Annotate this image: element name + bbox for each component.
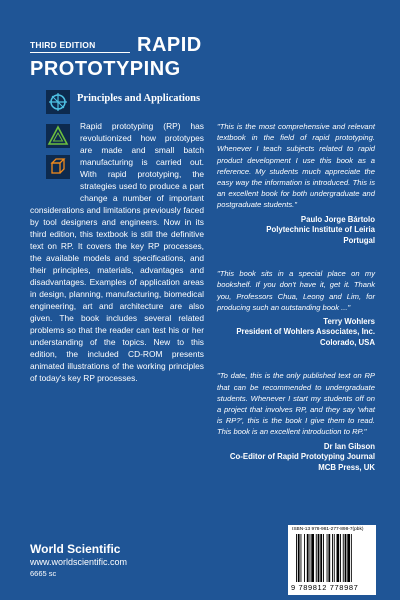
testimonial-location: MCB Press, UK (318, 462, 375, 472)
testimonial-location: Portugal (343, 235, 375, 245)
testimonial-quote: "This is the most comprehensive and relevant textbook in the field of rapid prototyping. Whenever I teach subjects related to rapid product development I use this book as a reference. My students much appreciate the easy way the information is introduced. This is an excellent book for both undergraduate and postgraduate students." (217, 122, 375, 210)
testimonial-quote: "This book sits in a special place on my bookshelf. If you don't have it, get it. Thank you, Professors Chua, Leong and Lim, for producing such an outstanding book ..." (217, 269, 375, 312)
testimonial-quote: "To date, this is the only published text on RP that can be recommended to undergraduate students. Whenever I start my students off on a project that involves RP, and they say 'what is RP?', this is the book I give them to read. This book is an excellent introduction to RP." (217, 371, 375, 437)
testimonial-attribution (217, 442, 375, 474)
testimonial-attribution (217, 215, 375, 247)
testimonials (217, 121, 375, 473)
title-line-1: RAPID (137, 34, 202, 56)
title-line-2: PROTOTYPING (30, 58, 181, 80)
testimonial-3 (217, 370, 375, 473)
subtitle: Principles and Applications (77, 93, 201, 104)
isbn-number: 9 789812 778987 (291, 583, 359, 592)
testimonial-author: Terry Wohlers (323, 316, 375, 326)
testimonial-attribution (217, 317, 375, 349)
testimonial-affiliation: Polytechnic Institute of Leiria (266, 225, 375, 235)
testimonial-2 (217, 268, 375, 348)
isbn-label: ISBN-13 978-981-277-898-7(pbk) (292, 527, 364, 532)
icon-column-spacer (30, 120, 80, 196)
testimonial-author: Dr Ian Gibson (323, 441, 375, 451)
testimonial-1 (217, 121, 375, 246)
title-divider (30, 52, 130, 53)
edition-label: THIRD EDITION (30, 40, 96, 50)
description-text: Rapid prototyping (RP) has revolutionized how prototypes are made and small batch manufacturing is carried out. With rapid prototyping, the strategies used to produce a part change a number of important considerations and limitations previously faced by tool designers and engineers. Now in its third edition, this textbook is still the definitive text on RP. It covers the key RP processes, the available models and specifications, and their principles, materials, advantages and disadvantages. Examples of application areas in design, planning, manufacturing, biomedical engineering, art and architecture are also given. The book includes several related problems so that the reader can test his or her understanding of the topics. New to this edition, the included CD-ROM presents animated illustrations of the working principles of today's key RP processes. (30, 121, 204, 383)
book-description (30, 120, 204, 384)
testimonial-affiliation: Co-Editor of Rapid Prototyping Journal (229, 452, 375, 462)
crosshair-icon (46, 90, 70, 114)
publisher-url: www.worldscientific.com (30, 557, 128, 567)
testimonial-location: Colorado, USA (319, 337, 375, 347)
testimonial-author: Paulo Jorge Bártolo (300, 214, 375, 224)
isbn-barcode (288, 525, 376, 595)
publisher-block (30, 542, 127, 578)
product-code: 6665 sc (30, 569, 57, 578)
testimonial-affiliation: President of Wohlers Associates, Inc. (236, 327, 375, 337)
barcode-bars (296, 534, 372, 582)
publisher-name: World Scientific (30, 542, 121, 556)
